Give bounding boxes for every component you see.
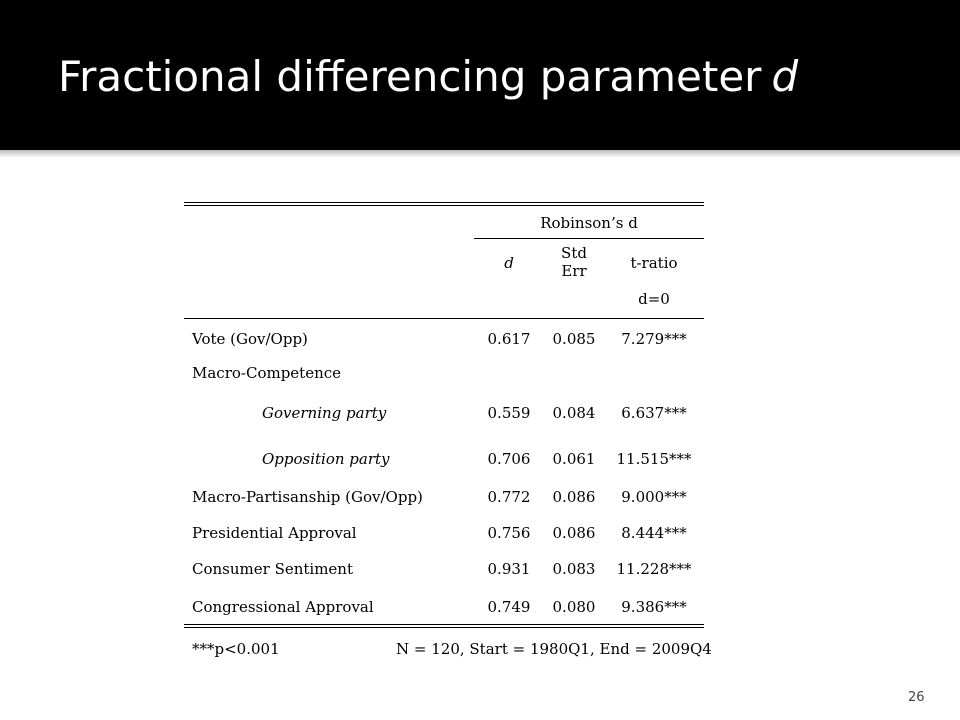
row-d: 0.931 bbox=[487, 560, 531, 578]
significance-footnote: ***p<0.001 bbox=[192, 640, 280, 658]
title-bar bbox=[0, 0, 960, 150]
row-label: Vote (Gov/Opp) bbox=[192, 330, 308, 348]
row-t: 7.279*** bbox=[621, 330, 687, 348]
row-d: 0.749 bbox=[487, 598, 531, 616]
sample-info: N = 120, Start = 1980Q1, End = 2009Q4 bbox=[396, 640, 712, 658]
row-label: Congressional Approval bbox=[192, 598, 374, 616]
row-se: 0.086 bbox=[552, 524, 596, 542]
slide-title-symbol: d bbox=[771, 52, 799, 101]
row-t: 6.637*** bbox=[621, 404, 687, 422]
row-se: 0.085 bbox=[552, 330, 596, 348]
row-d: 0.617 bbox=[487, 330, 531, 348]
row-se: 0.083 bbox=[552, 560, 596, 578]
row-t: 9.000*** bbox=[621, 488, 687, 506]
slide-title-text: Fractional differencing parameter bbox=[58, 52, 762, 101]
row-d: 0.706 bbox=[487, 450, 531, 468]
results-table bbox=[184, 200, 704, 630]
slide-title bbox=[58, 52, 798, 101]
row-se: 0.061 bbox=[552, 450, 596, 468]
row-label-sub: Governing party bbox=[262, 404, 387, 422]
header-bottom-rule bbox=[184, 318, 704, 319]
row-t: 11.515*** bbox=[616, 450, 692, 468]
row-t: 9.386*** bbox=[621, 598, 687, 616]
table-bottom-rule-2 bbox=[184, 627, 704, 628]
row-d: 0.772 bbox=[487, 488, 531, 506]
row-t: 8.444*** bbox=[621, 524, 687, 542]
col-header-t-ratio: t-ratio bbox=[630, 254, 678, 272]
group-header: Robinson’s d bbox=[540, 214, 638, 232]
table-top-rule-2 bbox=[184, 205, 704, 206]
row-label: Macro-Partisanship (Gov/Opp) bbox=[192, 488, 423, 506]
group-header-rule bbox=[474, 238, 704, 239]
row-t: 11.228*** bbox=[616, 560, 692, 578]
page-number: 26 bbox=[908, 690, 925, 705]
row-se: 0.080 bbox=[552, 598, 596, 616]
row-d: 0.756 bbox=[487, 524, 531, 542]
row-d: 0.559 bbox=[487, 404, 531, 422]
table-top-rule bbox=[184, 202, 704, 203]
row-label: Macro-Competence bbox=[192, 364, 342, 382]
col-header-t-ratio-sub: d=0 bbox=[638, 290, 670, 308]
row-label-sub: Opposition party bbox=[262, 450, 390, 468]
row-label: Presidential Approval bbox=[192, 524, 357, 542]
title-divider bbox=[0, 150, 960, 158]
row-label: Consumer Sentiment bbox=[192, 560, 353, 578]
col-header-std: Std bbox=[561, 244, 587, 262]
col-header-err: Err bbox=[561, 262, 587, 280]
row-se: 0.086 bbox=[552, 488, 596, 506]
row-se: 0.084 bbox=[552, 404, 596, 422]
table-bottom-rule bbox=[184, 624, 704, 625]
col-header-d: d bbox=[504, 254, 514, 272]
